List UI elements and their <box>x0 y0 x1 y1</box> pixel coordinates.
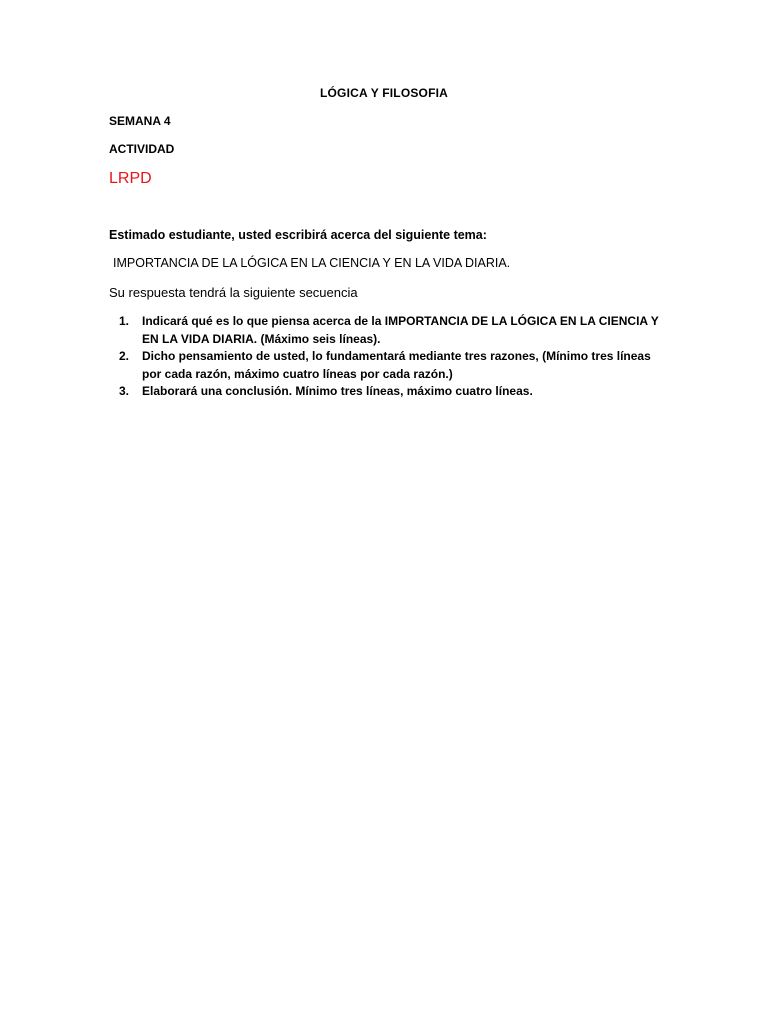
instruction-text: Elaborará una conclusión. Mínimo tres líneas, máximo cuatro líneas. <box>142 384 533 398</box>
topic-text: IMPORTANCIA DE LA LÓGICA EN LA CIENCIA Y EN LA VIDA DIARIA. <box>113 256 511 270</box>
instruction-text: Indicará qué es lo que piensa acerca de la IMPORTANCIA DE LA LÓGICA EN LA CIENCIA Y EN LA VIDA DIARIA. (Máximo seis líneas). <box>142 314 659 346</box>
sequence-intro: Su respuesta tendrá la siguiente secuencia <box>109 285 358 300</box>
instruction-text: Dicho pensamiento de usted, lo fundamentará mediante tres razones, (Mínimo tres líneas por cada razón, máximo cuatro líneas por cada razón.) <box>142 349 651 381</box>
instruction-item-3 <box>109 383 669 401</box>
lrpd-label: LRPD <box>109 170 152 187</box>
instruction-item-1 <box>109 313 669 348</box>
instruction-item-2 <box>109 348 669 383</box>
activity-label: ACTIVIDAD <box>109 142 175 156</box>
document-title: LÓGICA Y FILOSOFIA <box>319 86 449 100</box>
instruction-number: 3. <box>119 384 130 398</box>
instruction-number: 2. <box>119 349 130 363</box>
intro-text: Estimado estudiante, usted escribirá acerca del siguiente tema: <box>109 228 487 242</box>
instruction-list <box>109 313 669 401</box>
week-label: SEMANA 4 <box>109 114 171 128</box>
instruction-number: 1. <box>119 314 130 328</box>
